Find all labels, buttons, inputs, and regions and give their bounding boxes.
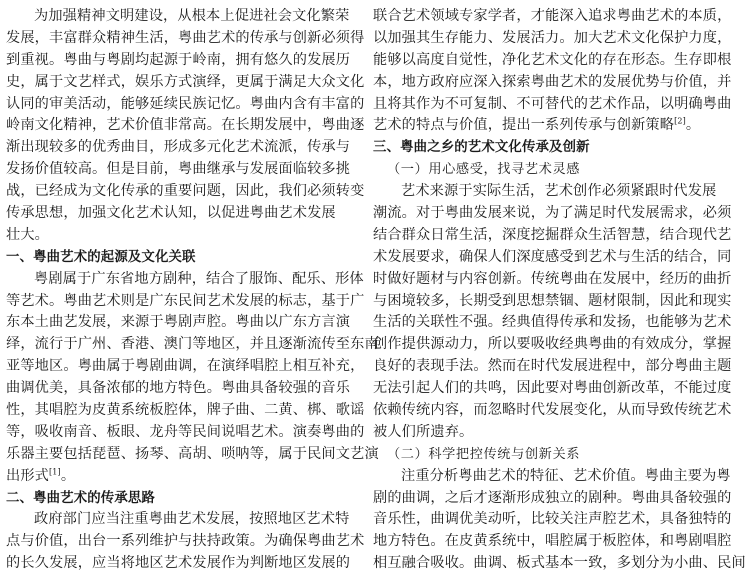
text-line <box>6 203 348 225</box>
line-text: 粤剧属于广东省地方剧种，结合了服饰、配乐、形体 <box>34 270 364 287</box>
line-text: 史，属于文艺样式，娱乐方式演绎，更属于满足大众文化 <box>6 73 365 90</box>
text-line <box>373 6 732 28</box>
subheading-feel: （一）用心感受，找寻艺术灵感 <box>387 162 581 178</box>
text-line <box>6 115 365 137</box>
line-text: 注重分析粤曲艺术的特征、艺术价值。粤曲主要为粤 <box>401 467 731 484</box>
text-line <box>373 509 732 531</box>
text-line <box>6 159 351 181</box>
line-tail: 。 <box>60 467 76 484</box>
line-text: 地方特色。在皮黄系统中，唱腔属于板腔体，和粤剧唱腔 <box>373 533 732 550</box>
text-line <box>373 378 732 400</box>
line-text: 以加强其生存能力、发展活力。加大艺术文化保护力度， <box>373 29 732 46</box>
text-line <box>373 422 715 444</box>
text-line <box>373 247 732 269</box>
line-text: 发展，丰富群众精神生活，粤曲艺术的传承与创新必须得 <box>6 29 365 46</box>
line-text: 政府部门应当注重粤曲艺术发展，按照地区艺术特 <box>34 511 350 528</box>
intro-paragraph <box>6 6 365 247</box>
line-text: 东本土曲艺发展，来源于粤剧声腔。粤曲以广东方言演 <box>6 314 351 331</box>
line-text: 被人们所遗弃。 <box>373 423 474 440</box>
text-line <box>373 488 732 510</box>
balance-paragraph <box>373 466 746 575</box>
text-line <box>373 225 732 247</box>
line-text: 认同的审美活动，能够延续民族记忆。粤曲内含有丰富的 <box>6 95 365 112</box>
section-heading-inheritance: 二、粤曲艺术的传承思路 <box>6 490 155 506</box>
text-line <box>6 72 365 94</box>
text-line <box>6 94 365 116</box>
line-text: 绎，流行于广州、香港、澳门等地区，并且逐渐流传至东南 <box>6 336 379 353</box>
line-text: 等，吸收南音、板眼、龙舟等民间说唱艺术。演奏粤曲的 <box>6 423 365 440</box>
text-line <box>6 334 379 356</box>
text-line <box>6 225 348 247</box>
line-text: 本，地方政府应深入探索粤曲艺术的发展优势与价值，并 <box>373 73 732 90</box>
line-text: 传承思想，加强文化艺术认知，以促进粤曲艺术发展 <box>6 205 336 222</box>
text-line <box>6 509 348 531</box>
line-text: 音乐性，曲调优美动听，比较关注声腔艺术，具备独特的 <box>373 511 732 528</box>
line-text: 性，其唱腔为皮黄系统板腔体，牌子曲、二黄、梆、歌谣 <box>6 402 365 419</box>
text-line <box>6 466 348 488</box>
text-line <box>373 400 732 422</box>
text-line <box>6 553 351 575</box>
line-text: 与困境较多，长期受到思想禁锢、题材限制，因此和现实 <box>373 292 732 309</box>
line-text: 的长久发展，应当将地区艺术发展作为判断地区发展的 <box>6 555 351 572</box>
line-text: 相互融合吸收。曲调、板式基本一致，多划分为小曲、民间 <box>373 555 746 572</box>
continued-paragraph <box>373 6 732 137</box>
text-line <box>6 444 379 466</box>
line-text: 出形式 <box>6 467 50 484</box>
text-line <box>373 553 746 575</box>
right-column <box>373 6 746 572</box>
line-text: 术发展要求，确保人们深度感受到艺术与生活的结合，同 <box>373 248 732 265</box>
line-text: 渐出现较多的优秀曲目，形成多元化艺术流派，传承与 <box>6 139 351 156</box>
section-heading-origin: 一、粤曲艺术的起源及文化关联 <box>6 249 196 265</box>
line-text: 曲调优美，具备浓郁的地方特色。粤曲具备较强的音乐 <box>6 380 351 397</box>
text-line <box>6 378 351 400</box>
text-line <box>373 203 732 225</box>
inheritance-paragraph <box>6 509 365 575</box>
subheading-balance: （二）科学把控传统与创新关系 <box>387 446 581 462</box>
feel-paragraph <box>373 181 732 444</box>
line-text: 联合艺术领域专家学者，才能深入追求粤曲艺术的本质， <box>373 8 732 24</box>
line-text: 岭南文化精神，艺术价值非常高。在长期发展中，粤曲逐 <box>6 117 365 134</box>
line-text: 发扬价值较高。但是目前，粤曲继承与发展面临较多挑 <box>6 161 351 178</box>
text-line <box>373 312 732 334</box>
line-text: 亚等地区。粤曲属于粤剧曲调，在演绎唱腔上相互补充， <box>6 358 365 375</box>
line-text: 潮流。对于粤曲发展来说，为了满足时代发展需求，必须 <box>373 205 732 222</box>
text-line <box>6 269 364 291</box>
line-text: 依赖传统内容，而忽略时代发展变化，从而导致传统艺术 <box>373 402 732 419</box>
text-line <box>373 94 732 116</box>
line-text: 战，已经成为文化传承的重要问题，因此，我们必须转变 <box>6 183 365 200</box>
line-text: 且将其作为不可复制、不可替代的艺术作品，以明确粤曲 <box>373 95 732 112</box>
text-line <box>373 334 732 356</box>
text-line <box>6 28 365 50</box>
text-line <box>373 181 715 203</box>
line-tail: 。 <box>685 117 701 134</box>
line-text: 等艺术。粤曲艺术则是广东民间艺术发展的标志，基于广 <box>6 292 365 309</box>
line-text: 时做好题材与内容创新。传统粤曲在发展中，经历的曲折 <box>373 270 732 287</box>
text-line <box>6 50 351 72</box>
text-line <box>373 28 732 50</box>
line-text: 乐器主要包括琵琶、扬琴、高胡、唢呐等，属于民间文艺演 <box>6 445 379 462</box>
text-line <box>6 422 365 444</box>
text-line <box>6 356 365 378</box>
line-text: 能够以高度自觉性，净化艺术文化的存在形态。生存即根 <box>373 51 732 68</box>
text-line <box>373 72 732 94</box>
text-line <box>6 6 348 28</box>
text-line <box>373 291 732 313</box>
text-line <box>373 531 732 553</box>
line-text: 艺术的特点与价值，提出一系列传承与创新策略 <box>373 117 675 134</box>
left-column <box>6 6 379 572</box>
text-line <box>6 312 351 334</box>
line-text: 结合群众日常生活，深度挖掘群众生活智慧，结合现代艺 <box>373 226 732 243</box>
line-text: 壮大。 <box>6 226 50 243</box>
line-text: 创作提供源动力，所以要吸收经典粤曲的有效成分，掌握 <box>373 336 732 353</box>
line-text: 点与价值，出台一系列维护与扶持政策。为确保粤曲艺术 <box>6 533 365 550</box>
text-line <box>6 291 365 313</box>
line-text: 无法引起人们的共鸣，因此要对粤曲创新改革，不能过度 <box>373 380 732 397</box>
text-line <box>6 181 365 203</box>
citation-ref: [2] <box>674 116 686 126</box>
line-text: 剧的曲调，之后才逐渐形成独立的剧种。粤曲具备较强的 <box>373 489 732 506</box>
text-line <box>6 137 351 159</box>
citation-ref: [1] <box>49 466 61 476</box>
section-heading-innovation: 三、粤曲之乡的艺术文化传承及创新 <box>373 140 590 156</box>
text-line <box>373 50 732 72</box>
text-line <box>373 466 731 488</box>
text-line <box>6 400 365 422</box>
line-text: 良好的表现手法。然而在时代发展进程中，部分粤曲主题 <box>373 358 732 375</box>
text-line <box>6 531 365 553</box>
text-line <box>373 269 732 291</box>
text-line <box>373 356 732 378</box>
line-text: 生活的关联性不强。经典值得传承和发扬，也能够为艺术 <box>373 314 732 331</box>
text-line <box>373 115 715 137</box>
line-text: 到重视。粤曲与粤剧均起源于岭南，拥有悠久的发展历 <box>6 51 351 68</box>
line-text: 为加强精神文明建设，从根本上促进社会文化繁荣 <box>34 8 350 24</box>
origin-paragraph <box>6 269 379 488</box>
line-text: 艺术来源于实际生活，艺术创作必须紧跟时代发展 <box>401 183 717 200</box>
